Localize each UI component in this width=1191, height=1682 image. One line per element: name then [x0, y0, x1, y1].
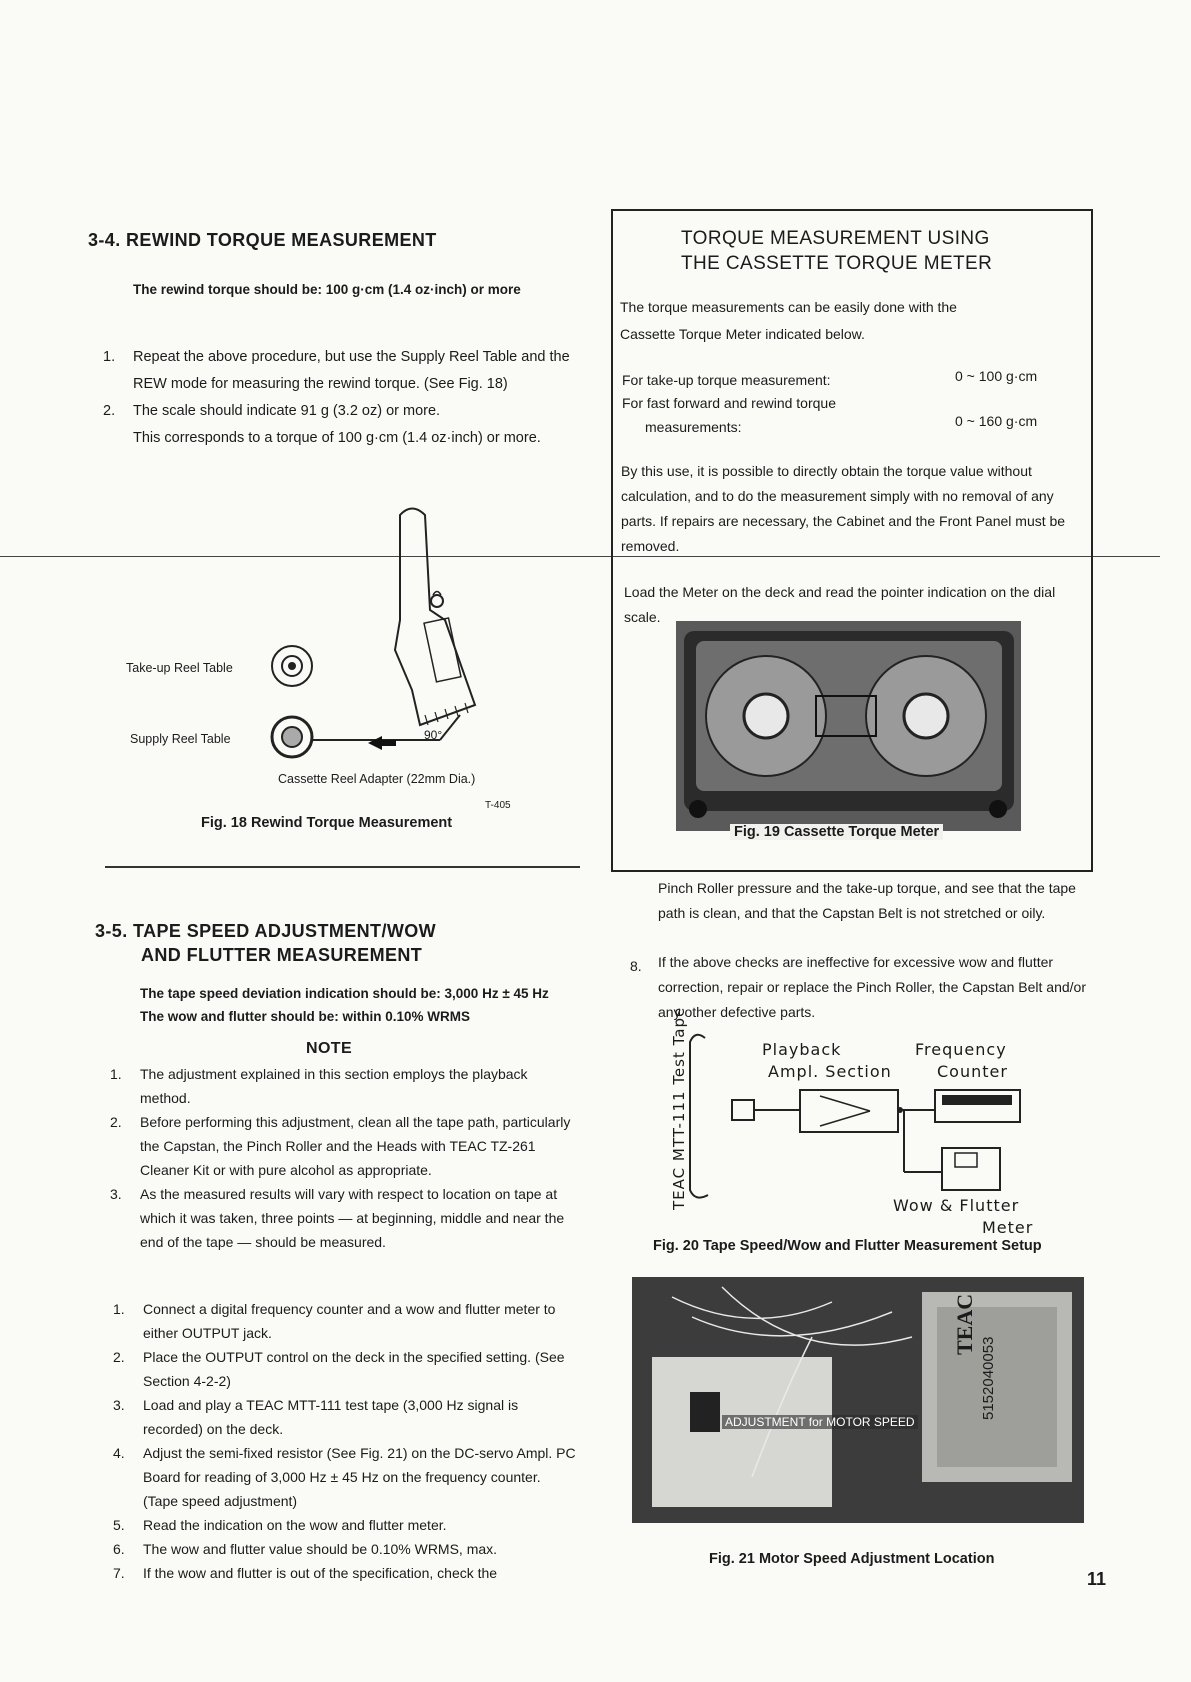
procedure-list — [113, 1297, 578, 1585]
section-3-4-heading: 3-4. REWIND TORQUE MEASUREMENT — [88, 230, 437, 250]
wow-flutter-meter-block — [942, 1148, 1000, 1190]
wow-flutter-spec: The wow and flutter should be: within 0.10% WRMS — [140, 1009, 471, 1024]
supply-reel-label: Supply Reel Table — [130, 732, 231, 746]
rewind-spec: The rewind torque should be: 100 g·cm (1.4 oz·inch) or more — [133, 282, 521, 297]
takeup-torque-label: For take-up torque measurement: — [622, 372, 831, 388]
rewind-torque-value: 0 ~ 160 g·cm — [955, 413, 1038, 429]
tool-number: T-405 — [485, 800, 511, 811]
list-item: 4. Adjust the semi-fixed resistor (See Fig. 21) on the DC-servo Ampl. PC Board for reading of 3,000 Hz ± 45 Hz on the frequency counter. (Tape speed adjustment) — [113, 1445, 576, 1509]
tape-speed-spec: The tape speed deviation indication should be: 3,000 Hz ± 45 Hz — [140, 986, 549, 1001]
rewind-torque-label: For fast forward and rewind torque — [622, 395, 836, 411]
frequency-label: Frequency — [915, 1040, 1007, 1059]
fig20-diagram — [660, 1030, 1080, 1210]
fig18-caption: Fig. 18 Rewind Torque Measurement — [201, 815, 453, 831]
fig19-caption: Fig. 19 Cassette Torque Meter — [730, 824, 943, 840]
list-item: 2. The scale should indicate 91 g (3.2 oz) or more. — [103, 403, 441, 419]
box-load: Load the Meter on the deck and read the pointer indication on the dial scale. — [624, 584, 1056, 625]
frequency-counter-block — [935, 1090, 1020, 1122]
box-intro: The torque measurements can be easily done with the Cassette Torque Meter indicated below. — [620, 299, 957, 342]
fig21-photo — [632, 1277, 1084, 1523]
list-item: 1. Repeat the above procedure, but use the Supply Reel Table and the REW mode for measuring the rewind torque. (See Fig. 18) — [103, 349, 570, 392]
step8-text: If the above checks are ineffective for excessive wow and flutter correction, repair or replace the Pinch Roller, the Capstan Belt and/or any other defective parts. — [658, 954, 1087, 1020]
torque-gauge — [395, 509, 475, 726]
list-item: 2. Place the OUTPUT control on the deck in the specified setting. (See Section 4-2-2) — [113, 1349, 565, 1389]
meter-label: Meter — [982, 1218, 1034, 1237]
rewind-steps — [103, 344, 573, 452]
page-number: 11 — [1087, 1569, 1107, 1589]
list-item: 7. If the wow and flutter is out of the specification, check the — [113, 1565, 498, 1581]
list-item: 6. The wow and flutter value should be 0.10% WRMS, max. — [113, 1541, 498, 1557]
rewind-torque-label-2: measurements: — [645, 419, 742, 435]
fig18-diagram — [100, 500, 560, 800]
wow-flutter-cont-para: Pinch Roller pressure and the take-up torque, and see that the tape path is clean, and that the Capstan Belt is not stretched or oily. — [658, 880, 1076, 921]
arrow-left-icon — [368, 736, 396, 750]
list-item: 3. Load and play a TEAC MTT-111 test tape (3,000 Hz signal is recorded) on the deck. — [113, 1397, 519, 1437]
playback-label: Playback — [762, 1040, 842, 1059]
list-item: 1. The adjustment explained in this section employs the playback method. — [110, 1066, 528, 1106]
box-title-line1: TORQUE MEASUREMENT USING — [681, 228, 990, 249]
takeup-reel-label: Take-up Reel Table — [126, 661, 233, 675]
list-item: 3. As the measured results will vary with respect to location on tape at which it was taken, three points — at beginning, middle and near the end of the tape — should be measured. — [110, 1186, 565, 1250]
transformer-part-number: 5152040053 — [980, 1336, 997, 1420]
fig20-caption: Fig. 20 Tape Speed/Wow and Flutter Measurement Setup — [653, 1238, 1042, 1254]
note-title: NOTE — [306, 1040, 353, 1057]
adapter-label: Cassette Reel Adapter (22mm Dia.) — [278, 772, 476, 786]
playback-amp-block — [800, 1090, 898, 1132]
counter-label: Counter — [937, 1062, 1008, 1081]
list-item: 2. Before performing this adjustment, clean all the tape path, particularly the Capstan, the Pinch Roller and the Heads with TEAC TZ-261 Cleaner Kit or with pure alcohol as appropriate. — [110, 1114, 571, 1178]
box-title-line2: THE CASSETTE TORQUE METER — [681, 253, 993, 274]
list-item: 5. Read the indication on the wow and flutter meter. — [113, 1517, 447, 1533]
note-list — [110, 1062, 575, 1254]
box-body: By this use, it is possible to directly obtain the torque value without calculation, and to do the measurement simply with no removal of any parts. If repairs are necessary, the Cabinet and the Front Panel must be removed. — [621, 463, 1066, 554]
tape-label: TEAC MTT-111 Test Tape — [670, 1006, 688, 1210]
adjustment-label: ADJUSTMENT for MOTOR SPEED — [722, 1415, 918, 1429]
section-divider — [105, 866, 580, 868]
step8-number: 8. — [630, 958, 642, 974]
section-3-5-heading-line1: 3-5. TAPE SPEED ADJUSTMENT/WOW — [95, 921, 437, 941]
fig19-photo — [676, 621, 1021, 831]
wow-flutter-label: Wow & Flutter — [893, 1196, 1020, 1215]
section-3-5-heading-line2: AND FLUTTER MEASUREMENT — [141, 945, 423, 965]
list-item: 1. Connect a digital frequency counter and a wow and flutter meter to either OUTPUT jack. — [113, 1301, 556, 1341]
teac-logo-text: TEAC — [952, 1293, 977, 1355]
list-item: This corresponds to a torque of 100 g·cm (1.4 oz·inch) or more. — [133, 430, 541, 446]
takeup-torque-value: 0 ~ 100 g·cm — [955, 368, 1038, 384]
ampl-section-label: Ampl. Section — [768, 1062, 892, 1081]
angle-label: 90° — [424, 728, 443, 742]
fig21-caption: Fig. 21 Motor Speed Adjustment Location — [709, 1551, 995, 1567]
